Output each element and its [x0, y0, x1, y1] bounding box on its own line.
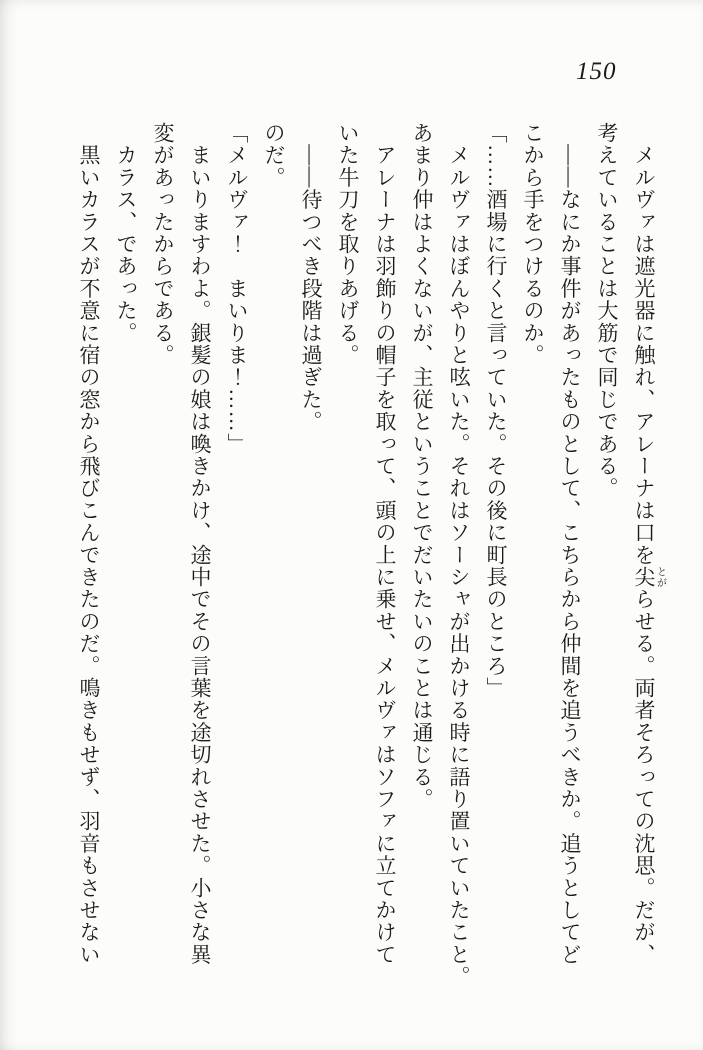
text-line: カラス、であった。: [114, 122, 138, 344]
text-line: まいりますわよ。銀髪の娘は喚きかけ、途中でその言葉を途切れさせた。小さな異: [188, 122, 212, 966]
text-line: 黒いカラスが不意に宿の窓から飛びこんできたのだ。鳴きもせず、羽音もさせない: [77, 122, 101, 966]
text-line: メルヴァはぼんやりと呟いた。それはソーシャが出かける時に語り置いていたこと。: [447, 122, 471, 988]
text-line: アレーナは羽飾りの帽子を取って、頭の上に乗せ、メルヴァはソファに立てかけて: [373, 122, 397, 966]
text-line: メルヴァは遮光器に触れ、アレーナは口を尖とがらせる。両者そろっての沈思。だが、: [632, 122, 666, 966]
page-number: 150: [576, 58, 617, 85]
text-line: 「メルヴァ！ まいりま！……」: [225, 122, 249, 455]
text-line: こから手をつけるのか。: [521, 122, 545, 367]
text-line: 考えていることは大筋で同じである。: [595, 122, 619, 500]
text-line: ――待つべき段階は過ぎた。: [299, 122, 323, 433]
ruby-annotation: 尖とが: [632, 566, 666, 589]
text-line: いた牛刀を取りあげる。: [336, 122, 360, 367]
text-line: 変があったからである。: [151, 122, 175, 367]
text-line: 「……酒場に行くと言っていた。その後に町長のところ」: [484, 122, 508, 700]
body-text: [70, 122, 665, 1002]
text-line: あまり仲はよくないが、主従ということでだいたいのことは通じる。: [410, 122, 434, 811]
text-line: のだ。: [262, 122, 286, 189]
text-line: ――なにか事件があったものとして、こちらから仲間を追うべきか。追うとしてど: [558, 122, 582, 966]
